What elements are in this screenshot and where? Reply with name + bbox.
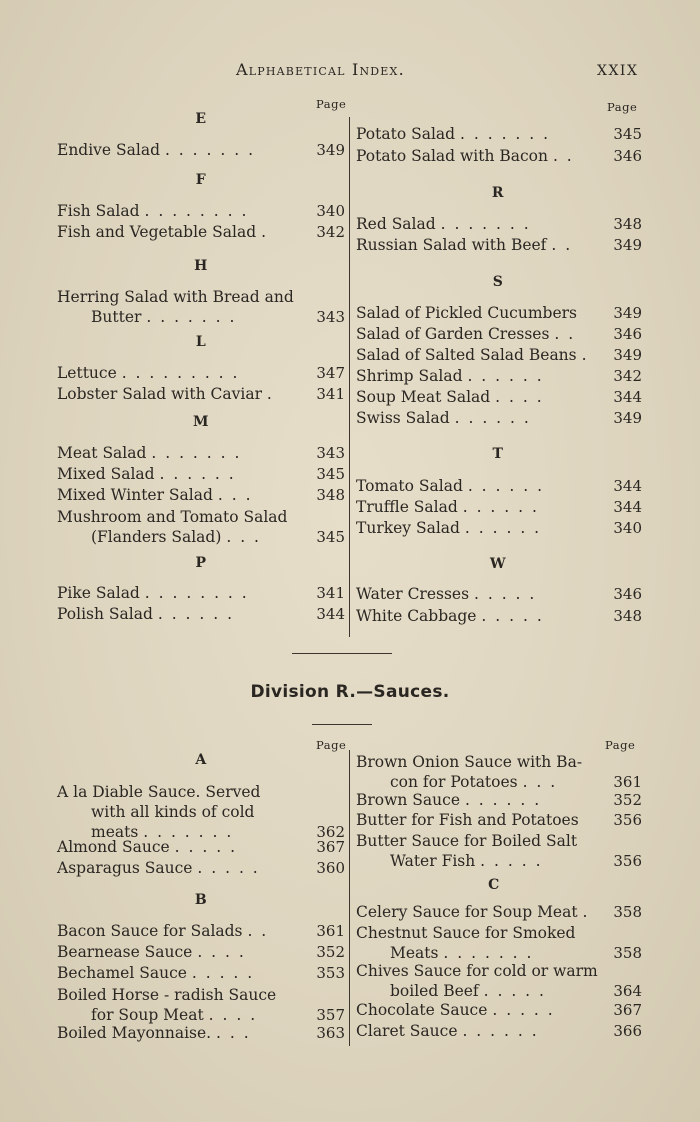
column-divider	[349, 750, 350, 1046]
entry-page-number: 344	[613, 388, 642, 406]
index-entry: Polish Salad . . . . . . 344	[57, 605, 345, 623]
index-entry: Mushroom and Tomato Salad (Flanders Salad) . . . 345	[57, 508, 345, 546]
index-entry: A la Diable Sauce. Served with all kinds of cold meats . . . . . . . 362	[57, 783, 345, 841]
entry-page-number: 349	[316, 141, 345, 159]
section-letter: F	[195, 172, 207, 188]
page-number: XXIX	[597, 63, 639, 79]
index-entry: Herring Salad with Bread and Butter . . . . . . . 343	[57, 288, 345, 326]
entry-page-number: 343	[316, 444, 345, 462]
entry-page-number: 361	[316, 922, 345, 940]
index-entry: Pike Salad . . . . . . . . 341	[57, 584, 345, 602]
index-entry: Chocolate Sauce . . . . . 367	[356, 1001, 642, 1019]
index-entry: Chives Sauce for cold or warm boiled Beef . . . . . 364	[356, 962, 642, 1000]
entry-page-number: 345	[316, 465, 345, 483]
index-entry: Bearnease Sauce . . . . 352	[57, 943, 345, 961]
entry-page-number: 342	[613, 367, 642, 385]
index-entry: White Cabbage . . . . . 348	[356, 607, 642, 625]
section-letter: T	[492, 446, 504, 462]
index-entry: Boiled Mayonnaise. . . . 363	[57, 1024, 345, 1042]
section-letter: S	[492, 274, 504, 290]
index-entry: Salad of Salted Salad Beans . 349	[356, 346, 642, 364]
index-entry: Mixed Salad . . . . . . 345	[57, 465, 345, 483]
index-entry: Celery Sauce for Soup Meat . 358	[356, 903, 642, 921]
index-entry: Asparagus Sauce . . . . . 360	[57, 859, 345, 877]
index-entry: Lettuce . . . . . . . . . 347	[57, 364, 345, 382]
entry-page-number: 356	[613, 852, 642, 870]
entry-page-number: 345	[316, 528, 345, 546]
entry-page-number: 364	[613, 982, 642, 1000]
index-entry: Turkey Salad . . . . . . 340	[356, 519, 642, 537]
entry-page-number: 352	[316, 943, 345, 961]
index-entry: Swiss Salad . . . . . . 349	[356, 409, 642, 427]
index-entry: Brown Onion Sauce with Ba- con for Potatoes . . . 361	[356, 753, 642, 791]
entry-page-number: 363	[316, 1024, 345, 1042]
entry-page-number: 349	[613, 409, 642, 427]
entry-page-number: 344	[613, 477, 642, 495]
page-title: Alphabetical Index.	[236, 60, 405, 79]
entry-page-number: 346	[613, 325, 642, 343]
index-entry: Potato Salad with Bacon . . 346	[356, 147, 642, 165]
entry-page-number: 346	[613, 147, 642, 165]
entry-page-number: 346	[613, 585, 642, 603]
entry-page-number: 341	[316, 385, 345, 403]
division-title: Division R.—Sauces.	[250, 682, 450, 702]
entry-page-number: 358	[613, 903, 642, 921]
entry-page-number: 357	[316, 1006, 345, 1024]
entry-page-number: 362	[316, 823, 345, 841]
section-letter: M	[193, 414, 209, 430]
entry-page-number: 344	[613, 498, 642, 516]
index-entry: Brown Sauce . . . . . . 352	[356, 791, 642, 809]
entry-page-number: 348	[613, 607, 642, 625]
index-entry: Mixed Winter Salad . . . 348	[57, 486, 345, 504]
index-entry: Salad of Garden Cresses . . 346	[356, 325, 642, 343]
sauces-left-column	[57, 0, 345, 1100]
section-letter: W	[489, 556, 507, 572]
index-entry: Red Salad . . . . . . . 348	[356, 215, 642, 233]
entry-page-number: 349	[613, 236, 642, 254]
entry-page-number: 340	[316, 202, 345, 220]
entry-page-number: 353	[316, 964, 345, 982]
index-entry: Bacon Sauce for Salads . . 361	[57, 922, 345, 940]
section-letter: H	[194, 258, 208, 274]
index-entry: Bechamel Sauce . . . . . 353	[57, 964, 345, 982]
entry-page-number: 367	[613, 1001, 642, 1019]
sauces-right-column	[356, 0, 642, 1100]
index-entry: Water Cresses . . . . . 346	[356, 585, 642, 603]
section-letter: E	[195, 111, 207, 127]
index-entry: Fish and Vegetable Salad . 342	[57, 223, 345, 241]
index-entry: Endive Salad . . . . . . . 349	[57, 141, 345, 159]
index-entry: Potato Salad . . . . . . . 345	[356, 125, 642, 143]
index-entry: Shrimp Salad . . . . . . 342	[356, 367, 642, 385]
entry-page-number: 352	[613, 791, 642, 809]
index-entry: Truffle Salad . . . . . . 344	[356, 498, 642, 516]
entry-page-number: 347	[316, 364, 345, 382]
entry-page-number: 349	[613, 304, 642, 322]
index-entry: Chestnut Sauce for Smoked Meats . . . . . . . 358	[356, 924, 642, 962]
entry-page-number: 360	[316, 859, 345, 877]
column-divider	[349, 117, 350, 637]
entry-page-number: 367	[316, 838, 345, 856]
section-letter: P	[195, 555, 207, 571]
section-letter: R	[491, 185, 505, 201]
index-entry: Lobster Salad with Caviar . 341	[57, 385, 345, 403]
index-entry: Claret Sauce . . . . . . 366	[356, 1022, 642, 1040]
entry-page-number: 356	[613, 811, 642, 829]
index-entry: Butter Sauce for Boiled Salt Water Fish . . . . . 356	[356, 832, 642, 870]
index-entry: Boiled Horse - radish Sauce for Soup Meat . . . . 357	[57, 986, 345, 1024]
section-letter: C	[488, 877, 500, 893]
entry-page-number: 366	[613, 1022, 642, 1040]
column-page-label: Page	[605, 738, 636, 752]
section-letter: L	[195, 334, 207, 350]
column-page-label: Page	[316, 97, 347, 111]
column-page-label: Page	[607, 100, 638, 114]
entry-page-number: 349	[613, 346, 642, 364]
index-entry: Butter for Fish and Potatoes 356	[356, 811, 642, 829]
index-entry: Salad of Pickled Cucumbers 349	[356, 304, 642, 322]
index-entry: Meat Salad . . . . . . . 343	[57, 444, 345, 462]
entry-page-number: 344	[316, 605, 345, 623]
entry-page-number: 358	[613, 944, 642, 962]
entry-page-number: 343	[316, 308, 345, 326]
index-entry: Tomato Salad . . . . . . 344	[356, 477, 642, 495]
column-page-label: Page	[316, 738, 347, 752]
entry-page-number: 348	[613, 215, 642, 233]
section-letter: A	[195, 752, 207, 768]
entry-page-number: 345	[613, 125, 642, 143]
entry-page-number: 361	[613, 773, 642, 791]
entry-page-number: 341	[316, 584, 345, 602]
entry-page-number: 342	[316, 223, 345, 241]
entry-page-number: 348	[316, 486, 345, 504]
index-entry: Fish Salad . . . . . . . . 340	[57, 202, 345, 220]
index-entry: Soup Meat Salad . . . . 344	[356, 388, 642, 406]
section-letter: B	[194, 892, 208, 908]
entry-page-number: 340	[613, 519, 642, 537]
index-entry: Almond Sauce . . . . . 367	[57, 838, 345, 856]
index-entry: Russian Salad with Beef . . 349	[356, 236, 642, 254]
